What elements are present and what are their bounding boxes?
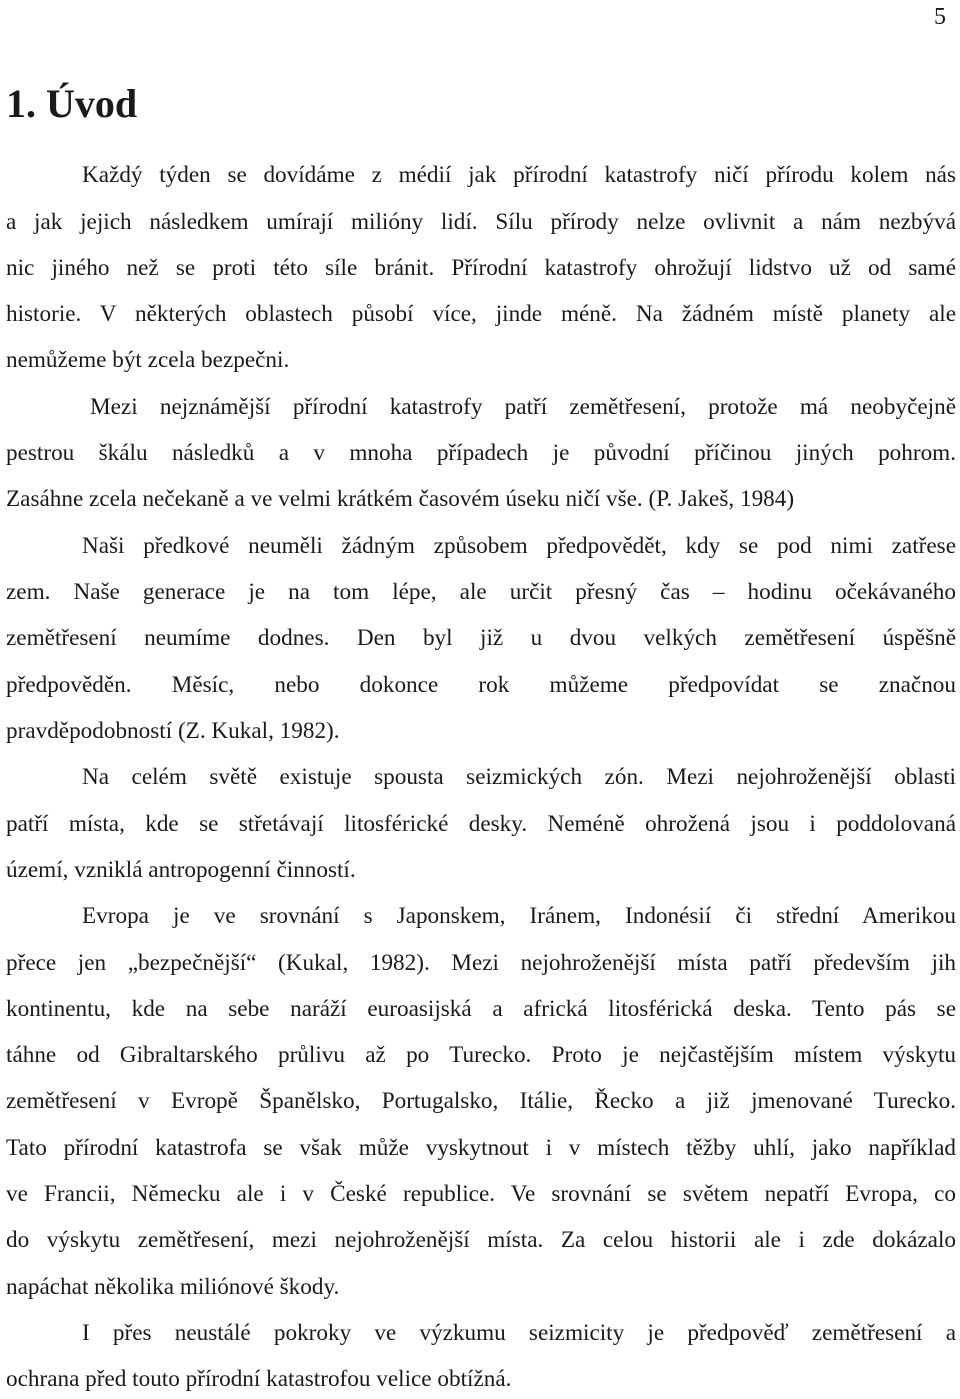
text-line: kontinentu, kde na sebe naráží euroasijská a africká litosférická deska. Tento pás se xyxy=(6,996,956,1022)
text-line: zemětřesení neumíme dodnes. Den byl již u dvou velkých zemětřesení úspěšně xyxy=(6,625,956,651)
text-line: Tato přírodní katastrofa se však může vyskytnout i v místech těžby uhlí, jako například xyxy=(6,1135,956,1161)
text-line: zem. Naše generace je na tom lépe, ale určit přesný čas – hodinu očekávaného xyxy=(6,579,956,605)
text-line: patří místa, kde se střetávají litosférické desky. Neméně ohrožená jsou i poddolovaná xyxy=(6,811,956,837)
text-line: nemůžeme být zcela bezpečni. xyxy=(6,347,290,373)
text-line: I přes neustálé pokroky ve výzkumu seizmicity je předpověď zemětřesení a xyxy=(82,1320,956,1346)
text-line: území, vzniklá antropogenní činností. xyxy=(6,857,356,883)
text-line: Zasáhne zcela nečekaně a ve velmi krátkém časovém úseku ničí vše. (P. Jakeš, 1984) xyxy=(6,486,795,512)
text-line: nic jiného než se proti této síle bránit. Přírodní katastrofy ohrožují lidstvo už od samé xyxy=(6,255,956,281)
text-line: Na celém světě existuje spousta seizmických zón. Mezi nejohroženější oblasti xyxy=(82,764,956,790)
text-line: ve Francii, Německu ale i v České republice. Ve srovnání se světem nepatří Evropa, co xyxy=(6,1181,956,1207)
text-line: do výskytu zemětřesení, mezi nejohroženější místa. Za celou historii ale i zde dokázalo xyxy=(6,1227,956,1253)
text-line: táhne od Gibraltarského průlivu až po Turecko. Proto je nejčastějším místem výskytu xyxy=(6,1042,956,1068)
text-line: Každý týden se dovídáme z médií jak přírodní katastrofy ničí přírodu kolem nás xyxy=(82,162,956,188)
text-line: pravděpodobností (Z. Kukal, 1982). xyxy=(6,718,340,744)
text-line: zemětřesení v Evropě Španělsko, Portugalsko, Itálie, Řecko a již jmenované Turecko. xyxy=(6,1088,956,1114)
text-line: historie. V některých oblastech působí více, jinde méně. Na žádném místě planety ale xyxy=(6,301,956,327)
text-line: ochrana před touto přírodní katastrofou velice obtížná. xyxy=(6,1366,512,1392)
text-line: napáchat několika miliónové škody. xyxy=(6,1274,340,1300)
text-line: Mezi nejznámější přírodní katastrofy patří zemětřesení, protože má neobyčejně xyxy=(90,394,956,420)
text-line: Evropa je ve srovnání s Japonskem, Iránem, Indonésií či střední Amerikou xyxy=(82,903,956,929)
section-heading: 1. Úvod xyxy=(6,81,138,126)
text-line: pestrou škálu následků a v mnoha případech je původní příčinou jiných pohrom. xyxy=(6,440,956,466)
text-line: a jak jejich následkem umírají milióny lidí. Sílu přírody nelze ovlivnit a nám nezbývá xyxy=(6,209,956,235)
text-line: Naši předkové neuměli žádným způsobem předpovědět, kdy se pod nimi zatřese xyxy=(82,533,956,559)
text-line: předpověděn. Měsíc, nebo dokonce rok můžeme předpovídat se značnou xyxy=(6,672,956,698)
page-number: 5 xyxy=(934,4,946,30)
text-line: přece jen „bezpečnější“ (Kukal, 1982). Mezi nejohroženější místa patří především jih xyxy=(6,950,956,976)
